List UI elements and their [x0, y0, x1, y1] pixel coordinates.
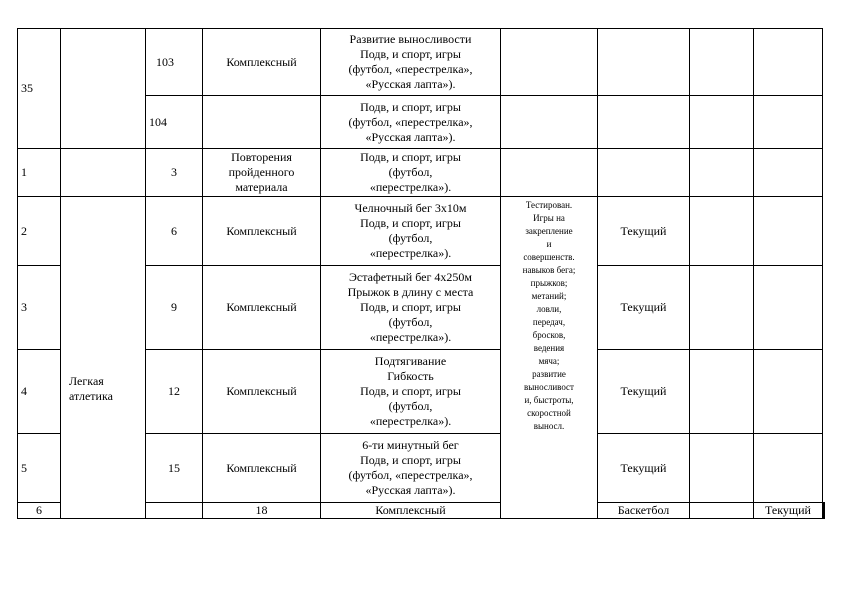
row-number: 5	[18, 434, 61, 503]
extra-cell	[690, 350, 754, 434]
row-number: 2	[18, 197, 61, 266]
lesson-number: 18	[203, 503, 321, 519]
assessment-cell	[501, 29, 598, 96]
lesson-number: 103	[146, 29, 203, 96]
assessment-cell: Тестирован. Игры на закрепление и совершенств. навыков бега; прыжков; метаний; ловли, передач, бросков, ведения мяча; развитие выносливост и, быстроты, скоростной выносл.	[501, 197, 598, 519]
lesson-number: 9	[146, 266, 203, 350]
control-cell	[598, 29, 690, 96]
row-number: 35	[18, 29, 61, 149]
control-type: Текущий	[598, 434, 690, 503]
extra-cell	[690, 149, 754, 197]
table-row	[18, 149, 825, 197]
extra-cell	[754, 197, 823, 266]
lesson-content: Челночный бег 3х10м Подв, и спорт, игры (футбол, «перестрелка»).	[321, 197, 501, 266]
control-type: Текущий	[598, 266, 690, 350]
extra-cell	[754, 96, 823, 149]
row-number: 3	[18, 266, 61, 350]
table-row	[18, 197, 825, 266]
extra-cell	[754, 266, 823, 350]
extra-cell	[824, 503, 825, 519]
lesson-type: Комплексный	[203, 434, 321, 503]
lesson-number: 3	[146, 149, 203, 197]
control-cell	[598, 96, 690, 149]
lesson-type: Комплексный	[203, 266, 321, 350]
extra-cell	[754, 350, 823, 434]
extra-cell	[754, 434, 823, 503]
extra-cell	[754, 29, 823, 96]
lesson-number: 6	[146, 197, 203, 266]
lesson-content: 6-ти минутный бег Подв, и спорт, игры (футбол, «перестрелка», «Русская лапта»).	[321, 434, 501, 503]
lesson-type: Комплексный	[203, 29, 321, 96]
lesson-content: Развитие выносливости Подв, и спорт, игры (футбол, «перестрелка», «Русская лапта»).	[321, 29, 501, 96]
lesson-type: Комплексный	[321, 503, 501, 519]
section-cell	[61, 149, 146, 197]
lesson-type: Комплексный	[203, 350, 321, 434]
lesson-type: Повторения пройденного материала	[203, 149, 321, 197]
control-type: Текущий	[598, 197, 690, 266]
control-type: Текущий	[598, 350, 690, 434]
assessment-cell	[690, 503, 754, 519]
lesson-content: Подв, и спорт, игры (футбол, «перестрелка», «Русская лапта»).	[321, 96, 501, 149]
extra-cell	[754, 149, 823, 197]
assessment-cell	[501, 149, 598, 197]
lesson-content: Подтягивание Гибкость Подв, и спорт, игры (футбол, «перестрелка»).	[321, 350, 501, 434]
lesson-type	[203, 96, 321, 149]
section-cell	[61, 197, 146, 519]
control-cell	[598, 149, 690, 197]
row-number: 1	[18, 149, 61, 197]
lesson-plan-table	[17, 28, 825, 519]
assessment-cell	[501, 96, 598, 149]
section-cell	[146, 503, 203, 519]
table-row	[18, 29, 825, 96]
section-label: Легкая атлетика	[69, 373, 113, 403]
row-number: 6	[18, 503, 61, 519]
lesson-content: Подв, и спорт, игры (футбол, «перестрелка»).	[321, 149, 501, 197]
extra-cell	[690, 197, 754, 266]
lesson-number: 15	[146, 434, 203, 503]
lesson-content: Баскетбол	[598, 503, 690, 519]
extra-cell	[690, 266, 754, 350]
lesson-content: Эстафетный бег 4х250м Прыжок в длину с места Подв, и спорт, игры (футбол, «перестрелка»).	[321, 266, 501, 350]
extra-cell	[690, 96, 754, 149]
lesson-number: 12	[146, 350, 203, 434]
extra-cell	[690, 29, 754, 96]
lesson-type: Комплексный	[203, 197, 321, 266]
row-number: 4	[18, 350, 61, 434]
lesson-number: 104	[146, 96, 203, 149]
section-cell	[61, 29, 146, 149]
extra-cell	[690, 434, 754, 503]
control-type: Текущий	[754, 503, 823, 519]
